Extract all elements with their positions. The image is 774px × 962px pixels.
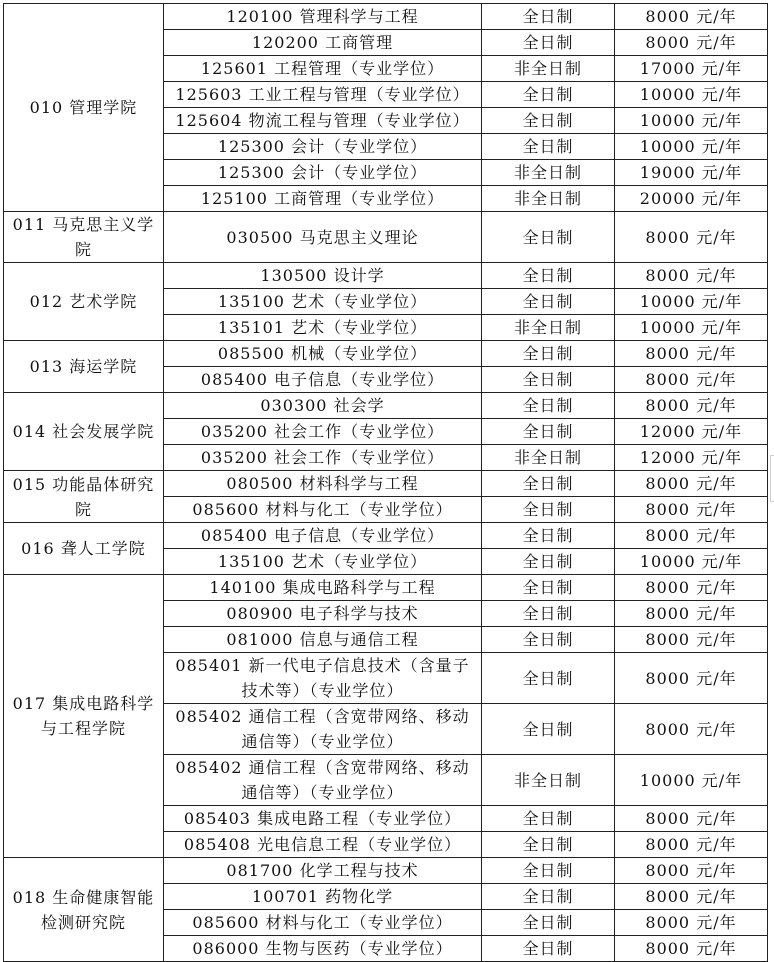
tuition-table-body — [4, 4, 768, 962]
tuition-fee-cell: 8000 元/年 — [615, 832, 768, 858]
tuition-fee-cell: 8000 元/年 — [615, 4, 768, 30]
table-row — [4, 212, 768, 263]
tuition-fee-cell: 10000 元/年 — [615, 755, 768, 806]
major-cell: 085402 通信工程（含宽带网络、移动通信等）（专业学位） — [164, 704, 482, 755]
major-cell: 125601 工程管理（专业学位） — [164, 56, 482, 82]
major-cell: 125603 工业工程与管理（专业学位） — [164, 82, 482, 108]
major-cell: 130500 设计学 — [164, 263, 482, 289]
table-row — [4, 523, 768, 549]
tuition-fee-cell: 20000 元/年 — [615, 186, 768, 212]
study-mode-cell: 全日制 — [482, 497, 615, 523]
tuition-fee-cell: 8000 元/年 — [615, 393, 768, 419]
study-mode-cell: 全日制 — [482, 471, 615, 497]
college-name-cell: 012 艺术学院 — [4, 263, 164, 341]
major-cell: 085600 材料与化工（专业学位） — [164, 497, 482, 523]
study-mode-cell: 全日制 — [482, 367, 615, 393]
study-mode-cell: 全日制 — [482, 82, 615, 108]
study-mode-cell: 全日制 — [482, 858, 615, 884]
college-name-cell: 015 功能晶体研究院 — [4, 471, 164, 523]
study-mode-cell: 全日制 — [482, 30, 615, 56]
study-mode-cell: 全日制 — [482, 4, 615, 30]
tuition-fee-cell: 19000 元/年 — [615, 160, 768, 186]
tuition-fee-cell: 8000 元/年 — [615, 471, 768, 497]
table-row — [4, 471, 768, 497]
table-row — [4, 575, 768, 601]
study-mode-cell: 非全日制 — [482, 315, 615, 341]
tuition-fee-cell: 8000 元/年 — [615, 523, 768, 549]
tuition-fee-cell: 8000 元/年 — [615, 341, 768, 367]
college-name-cell: 016 聋人工学院 — [4, 523, 164, 575]
tuition-fee-cell: 8000 元/年 — [615, 858, 768, 884]
study-mode-cell: 非全日制 — [482, 445, 615, 471]
college-name-cell: 018 生命健康智能检测研究院 — [4, 858, 164, 962]
major-cell: 080900 电子科学与技术 — [164, 601, 482, 627]
study-mode-cell: 全日制 — [482, 601, 615, 627]
tuition-fee-cell: 8000 元/年 — [615, 653, 768, 704]
major-cell: 085400 电子信息（专业学位） — [164, 367, 482, 393]
tuition-fee-cell: 8000 元/年 — [615, 936, 768, 962]
study-mode-cell: 全日制 — [482, 832, 615, 858]
major-cell: 135101 艺术（专业学位） — [164, 315, 482, 341]
study-mode-cell: 全日制 — [482, 341, 615, 367]
study-mode-cell: 全日制 — [482, 549, 615, 575]
tuition-fee-cell: 8000 元/年 — [615, 910, 768, 936]
study-mode-cell: 全日制 — [482, 653, 615, 704]
study-mode-cell: 全日制 — [482, 393, 615, 419]
study-mode-cell: 全日制 — [482, 134, 615, 160]
study-mode-cell: 非全日制 — [482, 755, 615, 806]
tuition-fee-cell: 10000 元/年 — [615, 315, 768, 341]
tuition-fee-cell: 12000 元/年 — [615, 419, 768, 445]
tuition-fee-cell: 8000 元/年 — [615, 263, 768, 289]
tuition-fee-cell: 10000 元/年 — [615, 82, 768, 108]
tuition-fee-cell: 12000 元/年 — [615, 445, 768, 471]
edge-mark — [770, 455, 774, 502]
study-mode-cell: 全日制 — [482, 884, 615, 910]
major-cell: 035200 社会工作（专业学位） — [164, 419, 482, 445]
table-row — [4, 393, 768, 419]
study-mode-cell: 非全日制 — [482, 56, 615, 82]
tuition-fee-cell: 8000 元/年 — [615, 884, 768, 910]
tuition-fee-cell: 8000 元/年 — [615, 497, 768, 523]
table-row — [4, 341, 768, 367]
study-mode-cell: 全日制 — [482, 575, 615, 601]
study-mode-cell: 全日制 — [482, 108, 615, 134]
major-cell: 085400 电子信息（专业学位） — [164, 523, 482, 549]
study-mode-cell: 全日制 — [482, 212, 615, 263]
major-cell: 125100 工商管理（专业学位） — [164, 186, 482, 212]
study-mode-cell: 全日制 — [482, 704, 615, 755]
major-cell: 086000 生物与医药（专业学位） — [164, 936, 482, 962]
study-mode-cell: 全日制 — [482, 419, 615, 445]
table-row — [4, 263, 768, 289]
major-cell: 120200 工商管理 — [164, 30, 482, 56]
study-mode-cell: 非全日制 — [482, 160, 615, 186]
tuition-fee-cell: 17000 元/年 — [615, 56, 768, 82]
college-name-cell: 010 管理学院 — [4, 4, 164, 212]
major-cell: 030300 社会学 — [164, 393, 482, 419]
tuition-fee-cell: 8000 元/年 — [615, 212, 768, 263]
study-mode-cell: 全日制 — [482, 936, 615, 962]
table-row — [4, 858, 768, 884]
major-cell: 120100 管理科学与工程 — [164, 4, 482, 30]
study-mode-cell: 全日制 — [482, 910, 615, 936]
tuition-fee-cell: 8000 元/年 — [615, 575, 768, 601]
college-name-cell: 013 海运学院 — [4, 341, 164, 393]
tuition-fee-cell: 10000 元/年 — [615, 289, 768, 315]
tuition-fee-cell: 8000 元/年 — [615, 30, 768, 56]
major-cell: 030500 马克思主义理论 — [164, 212, 482, 263]
study-mode-cell: 全日制 — [482, 289, 615, 315]
major-cell: 080500 材料科学与工程 — [164, 471, 482, 497]
major-cell: 125300 会计（专业学位） — [164, 160, 482, 186]
tuition-fee-cell: 8000 元/年 — [615, 601, 768, 627]
major-cell: 085408 光电信息工程（专业学位） — [164, 832, 482, 858]
major-cell: 135100 艺术（专业学位） — [164, 549, 482, 575]
major-cell: 100701 药物化学 — [164, 884, 482, 910]
major-cell: 081000 信息与通信工程 — [164, 627, 482, 653]
major-cell: 085403 集成电路工程（专业学位） — [164, 806, 482, 832]
tuition-table — [3, 3, 768, 962]
major-cell: 085500 机械（专业学位） — [164, 341, 482, 367]
study-mode-cell: 全日制 — [482, 523, 615, 549]
college-name-cell: 014 社会发展学院 — [4, 393, 164, 471]
study-mode-cell: 全日制 — [482, 627, 615, 653]
college-name-cell: 011 马克思主义学院 — [4, 212, 164, 263]
college-name-cell: 017 集成电路科学与工程学院 — [4, 575, 164, 858]
table-row — [4, 4, 768, 30]
tuition-fee-cell: 8000 元/年 — [615, 806, 768, 832]
tuition-fee-cell: 8000 元/年 — [615, 704, 768, 755]
major-cell: 125300 会计（专业学位） — [164, 134, 482, 160]
study-mode-cell: 非全日制 — [482, 186, 615, 212]
tuition-fee-cell: 8000 元/年 — [615, 627, 768, 653]
major-cell: 035200 社会工作（专业学位） — [164, 445, 482, 471]
tuition-fee-cell: 10000 元/年 — [615, 108, 768, 134]
major-cell: 085600 材料与化工（专业学位） — [164, 910, 482, 936]
major-cell: 085401 新一代电子信息技术（含量子技术等）（专业学位） — [164, 653, 482, 704]
major-cell: 125604 物流工程与管理（专业学位） — [164, 108, 482, 134]
tuition-fee-cell: 8000 元/年 — [615, 367, 768, 393]
tuition-fee-cell: 10000 元/年 — [615, 134, 768, 160]
study-mode-cell: 全日制 — [482, 806, 615, 832]
major-cell: 085402 通信工程（含宽带网络、移动通信等）（专业学位） — [164, 755, 482, 806]
study-mode-cell: 全日制 — [482, 263, 615, 289]
major-cell: 081700 化学工程与技术 — [164, 858, 482, 884]
major-cell: 135100 艺术（专业学位） — [164, 289, 482, 315]
major-cell: 140100 集成电路科学与工程 — [164, 575, 482, 601]
tuition-fee-cell: 10000 元/年 — [615, 549, 768, 575]
